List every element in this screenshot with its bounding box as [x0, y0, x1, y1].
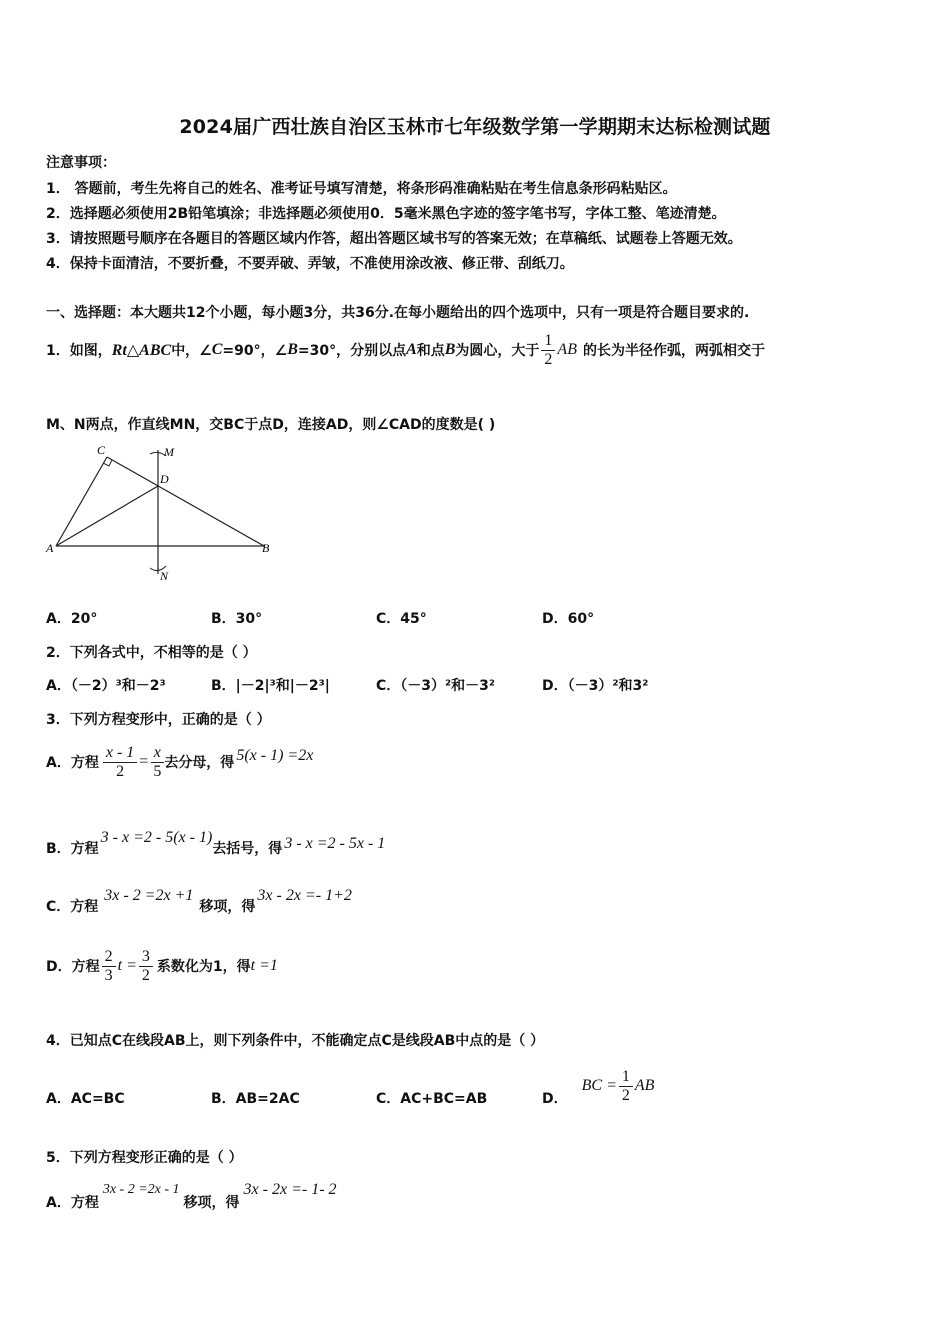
notice-heading: 注意事项： [46, 155, 116, 171]
option-text: 去括号，得 [212, 841, 283, 857]
q2-option-a: A．（－2）³和－2³ [46, 678, 166, 694]
equals-sign: = [139, 753, 149, 770]
fraction-numerator: 3 [139, 948, 153, 967]
option-label: D． [542, 1091, 568, 1107]
option-label: A．方程 [46, 1195, 99, 1211]
q1-point-a: A [406, 341, 417, 358]
fraction-numerator: 2 [102, 948, 116, 967]
fraction [102, 948, 116, 985]
option-result: 5(x - 1) =2x [236, 747, 314, 764]
fraction-denominator: 3 [104, 966, 113, 984]
page-title: 2024届广西壮族自治区玉林市七年级数学第一学期期末达标检测试题 [179, 116, 771, 138]
fraction-denominator: 5 [153, 762, 162, 780]
q3-stem: 3．下列方程变形中，正确的是（ ） [46, 712, 271, 728]
q1-c: C [211, 341, 223, 358]
q4-option-a: A．AC=BC [46, 1091, 125, 1107]
fraction-denominator: 2 [544, 350, 553, 368]
option-equation: 3x - 2 =2x - 1 [102, 1182, 180, 1197]
notice-item: 3．请按照题号顺序在各题目的答题区域内作答，超出答题区域书写的答案无效；在草稿纸、试题卷上答题无效。 [46, 231, 742, 247]
q1-option-d: D．60° [542, 611, 595, 627]
option-label: B．方程 [46, 841, 99, 857]
option-result: 3 - x =2 - 5x - 1 [284, 835, 386, 852]
section-heading: 一、选择题：本大题共12个小题，每小题3分，共36分.在每小题给出的四个选项中，只有一项是符合题目要求的. [46, 305, 750, 321]
q1-text: 中，∠ [171, 343, 212, 359]
q4-stem: 4．已知点C在线段AB上，则下列条件中，不能确定点C是线段AB中点的是（ ） [46, 1033, 545, 1049]
label-n: N [160, 569, 169, 583]
q3-option-b [46, 828, 385, 868]
q1-text: =90°，∠ [222, 343, 288, 359]
q1-text: 1．如图， [46, 343, 112, 359]
fraction [103, 744, 137, 781]
q2-stem: 2．下列各式中，不相等的是（ ） [46, 645, 257, 661]
fraction-numerator: 1 [619, 1068, 633, 1087]
q5-option-a [46, 1182, 337, 1222]
fraction-denominator: 2 [141, 966, 150, 984]
fraction-denominator: 2 [116, 762, 125, 780]
notice-item: 2．选择题必须使用2B铅笔填涂；非选择题必须使用0．5毫米黑色字迹的签字笔书写，字体工整、笔迹清楚。 [46, 206, 726, 222]
q1-line1 [46, 328, 765, 372]
option-text: 系数化为1，得 [156, 959, 251, 975]
label-b: B [262, 541, 270, 555]
option-result: t =1 [250, 957, 278, 974]
option-expression: BC = [581, 1077, 617, 1094]
option-text: 移项，得 [199, 899, 256, 915]
option-text: 移项，得 [183, 1195, 240, 1211]
q2-option-d: D．（－3）²和3² [542, 678, 649, 694]
fraction-numerator: x [151, 744, 164, 763]
label-d: D [160, 472, 169, 486]
q1-option-c: C．45° [376, 611, 427, 627]
q4-option-c: C．AC+BC=AB [376, 1091, 488, 1107]
label-m: M [164, 445, 174, 459]
q1-ab: AB [557, 341, 577, 358]
option-text: 去分母，得 [164, 755, 235, 771]
q3-option-d [46, 942, 278, 990]
q1-text: =30°，分别以点 [297, 343, 407, 359]
fraction [139, 948, 153, 985]
q4-option-d [542, 1064, 654, 1108]
q1-option-b: B．30° [211, 611, 263, 627]
option-label: C．方程 [46, 899, 99, 915]
fraction-numerator: 1 [541, 332, 555, 351]
notice-item: 1． 答题前，考生先将自己的姓名、准考证号填写清楚，将条形码准确粘贴在考生信息条形码粘贴区。 [46, 181, 677, 197]
q1-fraction [541, 332, 555, 369]
option-label: A．方程 [46, 755, 99, 771]
q2-option-b: B．|－2|³和|－2³| [211, 678, 330, 694]
label-c: C [97, 443, 106, 457]
q1-text: 为圆心，大于 [455, 343, 540, 359]
q4-option-b: B．AB=2AC [211, 1091, 300, 1107]
q3-option-c [46, 886, 352, 926]
fraction-numerator: x - 1 [103, 744, 137, 763]
option-result: 3x - 2x =- 1- 2 [243, 1181, 337, 1198]
label-a: A [46, 541, 54, 555]
option-label: D．方程 [46, 959, 100, 975]
notice-item: 4．保持卡面清洁，不要折叠，不要弄破、弄皱，不准使用涂改液、修正带、刮纸刀。 [46, 256, 574, 272]
option-variable: t = [117, 957, 137, 974]
q3-option-a [46, 740, 313, 784]
q1-triangle-figure [40, 440, 290, 590]
q1-line2: M、N两点，作直线MN，交BC于点D，连接AD，则∠CAD的度数是( ) [46, 417, 496, 433]
option-result: 3x - 2x =- 1+2 [257, 887, 352, 904]
q1-rt: Rt△ABC [111, 342, 172, 359]
q2-option-c: C．（－3）²和－3² [376, 678, 496, 694]
q1-b: B [287, 341, 298, 358]
fraction [150, 744, 164, 781]
q1-point-b: B [444, 341, 456, 358]
q1-text: 和点 [416, 343, 445, 359]
q1-text: 的长为半径作弧，两弧相交于 [582, 343, 765, 359]
option-equation: 3 - x =2 - 5(x - 1) [100, 829, 213, 846]
side-ac [56, 457, 107, 546]
fraction [619, 1068, 633, 1105]
q5-stem: 5．下列方程变形正确的是（ ） [46, 1150, 243, 1166]
segment-ad [56, 486, 158, 546]
fraction-denominator: 2 [621, 1086, 630, 1104]
option-equation: 3x - 2 =2x +1 [104, 887, 194, 904]
q1-option-a: A．20° [46, 611, 98, 627]
option-expression: AB [634, 1077, 655, 1094]
